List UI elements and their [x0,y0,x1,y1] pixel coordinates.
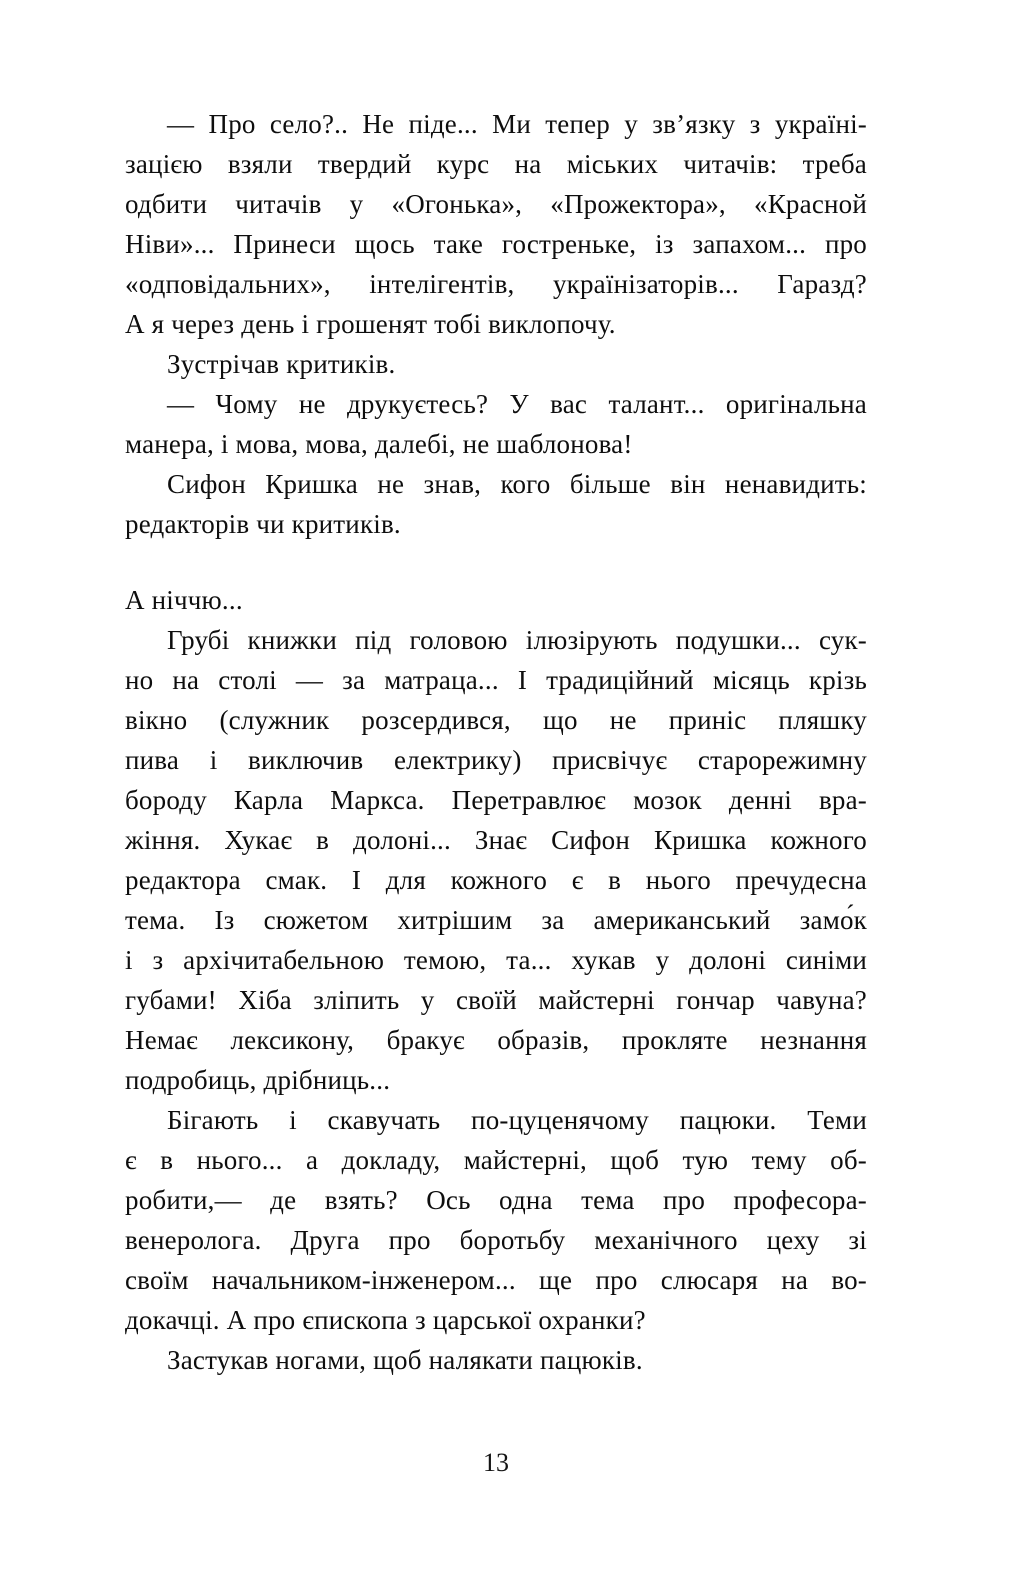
text-line: «одповідальних», інтелігентів, українізаторів... Гаразд? [125,269,867,299]
text-line: — Про село?.. Не піде... Ми тепер у зв’язку з україні- [167,109,867,139]
text-line: своїм начальником-інженером... ще про слюсаря на во- [125,1265,867,1295]
text-line: тема. Із сюжетом хитрішим за американський замо́к [125,905,867,935]
text-line: Застукав ногами, щоб налякати пацюків. [167,1345,643,1375]
text-line: пива і виключив електрику) присвічує старорежимну [125,745,867,775]
text-line: бороду Карла Маркса. Перетравлює мозок денні вра- [125,785,867,815]
text-line: Зустрічав критиків. [167,349,396,379]
text-line: докачці. А про єпископа з царської охранки? [125,1305,646,1335]
text-line: зацією взяли твердий курс на міських читачів: треба [125,149,867,179]
text-line: Сифон Кришка не знав, кого більше він ненавидить: [167,469,867,499]
text-line: редакторів чи критиків. [125,509,401,539]
text-line: но на столі — за матраца... І традиційний місяць крізь [125,665,867,695]
text-line: Ніви»... Принеси щось таке гостреньке, із запахом... про [125,229,867,259]
text-line: губами! Хіба зліпить у своїй майстерні гончар чавуна? [125,985,867,1015]
text-line: і з архічитабельною темою, та... хукав у долоні синіми [125,945,867,975]
page-text-block [125,104,867,1380]
text-line: є в нього... а докладу, майстерні, щоб тую тему об- [125,1145,867,1175]
page-number: 13 [483,1448,509,1477]
text-line: Бігають і скавучать по-цуценячому пацюки. Теми [167,1105,867,1135]
text-line: робити,— де взять? Ось одна тема про професора- [125,1185,867,1215]
text-line: вікно (служник розсердився, що не приніс пляшку [125,705,867,735]
text-line: манера, і мова, мова, далебі, не шаблонова! [125,429,633,459]
text-line: Немає лексикону, бракує образів, прокляте незнання [125,1025,867,1055]
text-line: А я через день і грошенят тобі виклопочу. [125,309,616,339]
text-line: — Чому не друкуєтесь? У вас талант... оригінальна [167,389,867,419]
text-line: одбити читачів у «Огонька», «Прожектора», «Красной [125,189,867,219]
text-line: редактора смак. І для кожного є в нього пречудесна [125,865,867,895]
text-line: Грубі книжки під головою ілюзірують подушки... сук- [167,625,867,655]
text-line: венеролога. Друга про боротьбу механічного цеху зі [125,1225,867,1255]
text-line: А ніччю... [125,585,243,615]
text-line: подробиць, дрібниць... [125,1065,391,1095]
text-line: жіння. Хукає в долоні... Знає Сифон Кришка кожного [125,825,867,855]
